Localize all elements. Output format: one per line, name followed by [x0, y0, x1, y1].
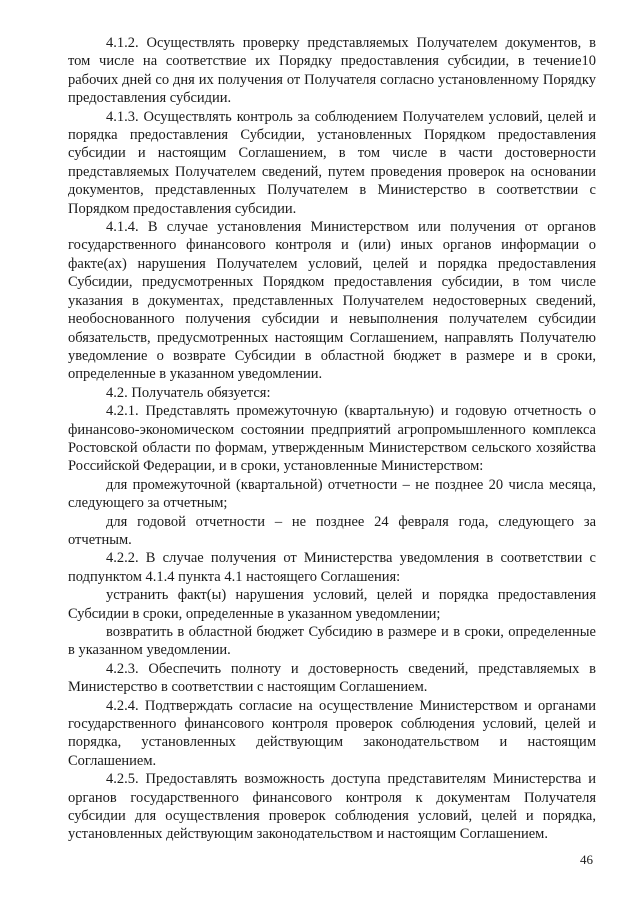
paragraph-eliminate-violations: устранить факт(ы) нарушения условий, целей и порядка предоставления Субсидии в сроки, определенные в указанном уведомлении; — [68, 587, 596, 622]
document-body — [68, 34, 596, 844]
paragraph-4-2-4: 4.2.4. Подтверждать согласие на осуществление Министерством и органами государственного финансового контроля проверок соблюдения условий, целей и порядка, установленных действующим законодательством и настоящим Соглашением. — [68, 697, 596, 769]
paragraph-return-subsidy: возвратить в областной бюджет Субсидию в размере и в сроки, определенные в указанном уведомлении. — [68, 624, 596, 659]
paragraph-4-2-2: 4.2.2. В случае получения от Министерства уведомления в соответствии с подпунктом 4.1.4 пункта 4.1 настоящего Соглашения: — [68, 550, 596, 585]
paragraph-4-1-2: 4.1.2. Осуществлять проверку представляемых Получателем документов, в том числе на соответствие их Порядку предоставления субсидии, в течение10 рабочих дней со дня их получения от Получателя согласно установленному Порядку предоставления субсидии. — [68, 35, 596, 107]
paragraph-4-2: 4.2. Получатель обязуется: — [106, 384, 271, 401]
paragraph-4-2-5: 4.2.5. Предоставлять возможность доступа представителям Министерства и органов государственного финансового контроля к документам Получателя субсидии для осуществления проверок соблюдения условий, целей и порядка, установленных действующим законодательством и настоящим Соглашением. — [68, 771, 596, 843]
paragraph-4-2-1: 4.2.1. Представлять промежуточную (квартальную) и годовую отчетность о финансово-экономическом состоянии предприятий агропромышленного комплекса Ростовской области по формам, утвержденным Министерством сельского хозяйства Российской Федерации, и в сроки, установленные Министерством: — [68, 403, 596, 475]
paragraph-4-2-3: 4.2.3. Обеспечить полноту и достоверность сведений, представляемых в Министерство в соответствии с настоящим Соглашением. — [68, 660, 596, 696]
paragraph-annual-reporting: для годовой отчетности – не позднее 24 февраля года, следующего за отчетным. — [68, 513, 596, 548]
paragraph-quarterly-reporting: для промежуточной (квартальной) отчетности – не позднее 20 числа месяца, следующего за отчетным; — [68, 476, 596, 512]
page-number: 46 — [580, 852, 593, 867]
paragraph-4-1-3: 4.1.3. Осуществлять контроль за соблюдением Получателем условий, целей и порядка предоставления Субсидии, установленных Порядком предоставления субсидии и настоящим Соглашением, в том числе в части достоверности представляемых Получателем сведений, путем проведения проверок на основании документов, представленных Получателем в Министерство в соответствии с Порядком предоставления субсидии. — [68, 108, 596, 217]
paragraph-4-1-4: 4.1.4. В случае установления Министерством или получения от органов государственного финансового контроля и (или) иных органов информации о факте(ах) нарушения Получателем условий, целей и порядка предоставления Субсидии, предусмотренных Порядком предоставления субсидии, в том числе указания в документах, представленных Получателем недостоверных сведений, необоснованного получения субсидии и невыполнения получателем субсидии обязательств, предусмотренных настоящим Соглашением, направлять Получателю уведомление о возврате Субсидии в областной бюджет в размере и в сроки, определенные в указанном уведомлении. — [68, 219, 596, 383]
